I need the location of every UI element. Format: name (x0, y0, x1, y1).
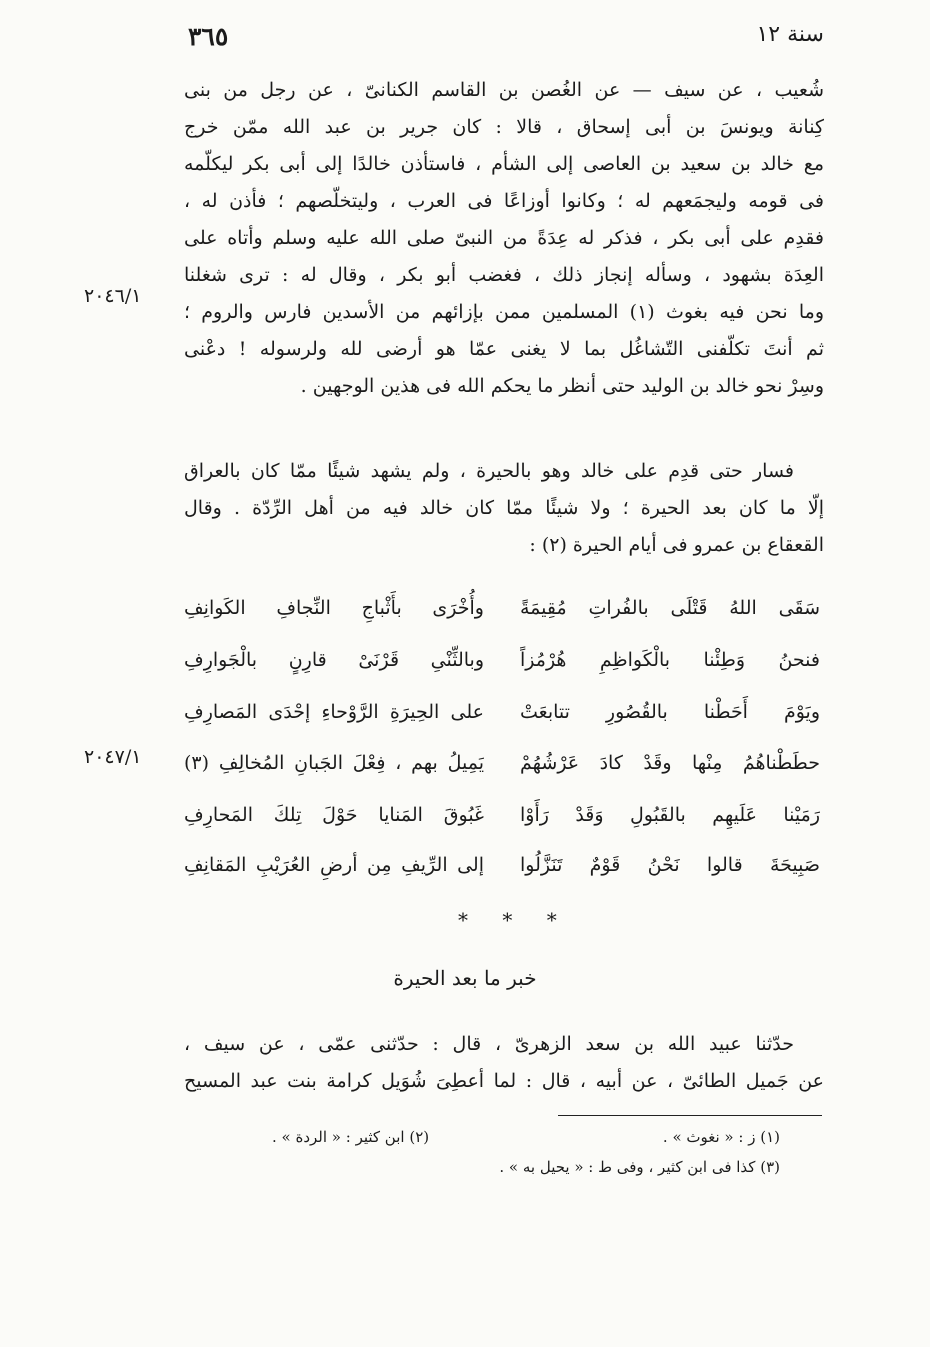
text-line: ثم أنتَ تكلّفنى التّشاغُل بما لا يغنى عمّا هو أرضى لله ولرسوله ! دعْنى (184, 338, 824, 360)
poem-hemistich-first: حطَطْناهُمُ مِنْها وقَدْ كادَ عَرْشُهُمْ (520, 752, 820, 774)
text-line: شُعيب ، عن سيف — عن الغُصن بن القاسم الكنانىّ ، عن رجل من بنى (184, 79, 824, 101)
text-line: فسار حتى قدِم على خالد وهو بالحيرة ، ولم يشهد شيئًا ممّا كان بالعراق (184, 460, 794, 482)
margin-reference-number: ٢٠٤٦/١ (84, 285, 142, 307)
running-header-year: سنة ١٢ (756, 22, 824, 47)
section-heading: خبر ما بعد الحيرة (393, 966, 537, 990)
footnote-2: (٢) ابن كثير : « الردة » . (272, 1128, 430, 1146)
poem-hemistich-first: صَبِيحَةَ قالوا نَحْنُ قَوْمٌ تَنَزَّلُوا (520, 854, 820, 876)
poem-hemistich-second: وأُخْرَى بأَثْباجِ النِّجافِ الكَوانِفِ (184, 597, 484, 619)
text-line: العِدَة بشهود ، وسأله إنجاز ذلك ، فغضب أبو بكر ، وقال له : ترى شغلنا (184, 264, 824, 286)
poem-hemistich-second: على الحِيرَةِ الرَّوْحاءِ إحْدَى المَصارِفِ (184, 701, 484, 723)
text-line: إلّا ما كان بعد الحيرة ؛ ولا شيئًا ممّا كان خالد فيه من أهل الرِّدّة . وقال (184, 497, 824, 519)
text-line: كِنانة ويونسَ بن أبى إسحاق ، قالا : كان جرير بن عبد الله ممّن خرج (184, 116, 824, 138)
poem-hemistich-second: يَمِيلُ بهم ، فِعْلَ الجَبانِ المُخالِفِ (٣) (184, 752, 484, 774)
text-line: وما نحن فيه بغوث (١) المسلمين ممن بإزائهم من الأسدين فارس والروم ؛ (184, 301, 824, 323)
text-line: فقدِم على أبى بكر ، فذكر له عِدَةً من النبىّ صلى الله عليه وسلم وأتاه على (184, 227, 824, 249)
text-line: حدّثنا عبيد الله بن سعد الزهرىّ ، قال : حدّثنى عمّى ، عن سيف ، (184, 1033, 794, 1055)
text-line: القعقاع بن عمرو فى أيام الحيرة (٢) : (529, 534, 824, 556)
footnote-1: (١) ز : « نغوث » . (662, 1128, 780, 1146)
text-line: وسِرْ نحو خالد بن الوليد حتى أنظر ما يحكم الله فى هذين الوجهين . (300, 375, 824, 397)
text-line: فى قومه وليجمَعهم له ؛ وكانوا أوزاعًا فى العرب ، وليتخلّصهم ؛ فأذن له ، (184, 190, 824, 212)
footnote-rule (558, 1115, 822, 1116)
poem-hemistich-first: فنحنُ وَطِئْنا بالْكَواظِمِ هُرْمُزاً (520, 649, 820, 671)
margin-reference-number: ٢٠٤٧/١ (84, 746, 142, 768)
footnote-3: (٣) كذا فى ابن كثير ، وفى ط : « يحيل به » . (499, 1158, 780, 1176)
poem-hemistich-second: غَبُوقَ المَنايا حَوْلَ تِلكَ المَحارِفِ (184, 804, 484, 826)
poem-hemistich-first: ويَوْمَ أَحَطْنا بالقُصُورِ تتابعَتْ (520, 701, 820, 723)
poem-hemistich-first: رَمَيْنا عَلَيهِم بالقَبُولِ وَقَدْ رَأَوْا (520, 804, 820, 826)
section-separator: * * * (458, 908, 571, 932)
poem-hemistich-first: سَقَى اللهُ قَتْلَى بالفُراتِ مُقِيمَةً (520, 597, 820, 619)
poem-hemistich-second: إلى الرِّيفِ مِن أرضِ العُرَيْبِ المَقانِفِ (184, 854, 484, 876)
text-line: مع خالد بن سعيد بن العاصى إلى الشأم ، فاستأذن خالدًا إلى أبى بكر ليكلّمه (184, 153, 824, 175)
page-number: ٣٦٥ (188, 22, 229, 51)
text-line: عن جَميل الطائىّ ، عن أبيه ، قال : لما أعطِىَ شُوَيل كرامة بنت عبد المسيح (184, 1070, 824, 1092)
poem-hemistich-second: وبالثِّنْىِ قَرْنَىْ قارِنٍ بالْجَوارِفِ (184, 649, 484, 671)
